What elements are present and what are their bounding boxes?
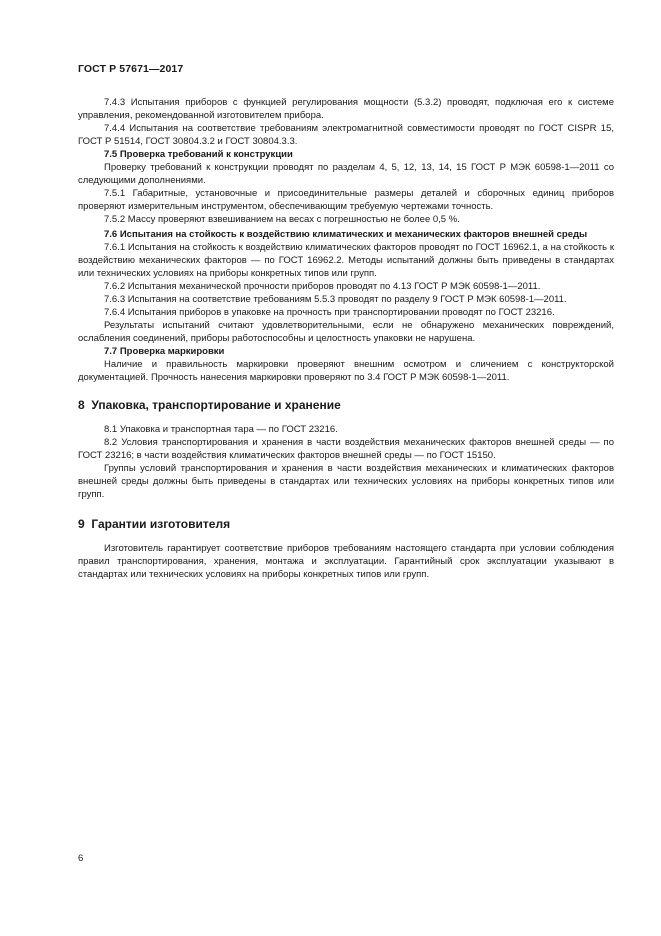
heading-7-7: 7.7 Проверка маркировки <box>104 346 225 357</box>
clause-7-5-1: 7.5.1 Габаритные, установочные и присоединительные размеры деталей и сборочных единиц приборов проверяют измерительным инструментом, обеспечивающим требуемую чертежами точность. <box>78 188 614 212</box>
clause-7-6-results: Результаты испытаний считают удовлетворительными, если не обнаружено механических повреждений, ослабления соединений, приборы работоспособны и целостность упаковки не нарушена. <box>78 320 614 344</box>
section-9-heading <box>78 517 614 532</box>
page-number: 6 <box>78 853 84 864</box>
document-body <box>78 96 614 581</box>
clause-8-1: 8.1 Упаковка и транспортная тара — по ГОСТ 23216. <box>104 424 338 435</box>
section-8-title: Упаковка, транспортирование и хранение <box>91 398 341 412</box>
section-9-title: Гарантии изготовителя <box>91 517 231 531</box>
clause-8-2: 8.2 Условия транспортирования и хранения в части воздействия механических факторов внешней среды — по ГОСТ 23216; в части воздействия климатических факторов внешней среды — по ГОСТ 15150. <box>78 437 614 461</box>
clause-8-3: Группы условий транспортирования и хранения в части воздействия механических и климатических факторов внешней среды должны быть приведены в стандартах или технических условиях на приборы конкретных типов или групп. <box>78 463 614 500</box>
section-8-heading <box>78 398 614 413</box>
clause-7-5-2: 7.5.2 Массу проверяют взвешиванием на весах с погрешностью не более 0,5 %. <box>104 214 460 225</box>
clause-7-6-2: 7.6.2 Испытания механической прочности приборов проводят по 4.13 ГОСТ Р МЭК 60598-1—2011. <box>104 281 541 292</box>
heading-7-5: 7.5 Проверка требований к конструкции <box>104 149 293 160</box>
heading-7-6: 7.6 Испытания на стойкость к воздействию климатических и механических факторов внешней среды <box>104 229 588 240</box>
section-9-number: 9 <box>78 517 85 531</box>
clause-7-5-intro: Проверку требований к конструкции проводят по разделам 4, 5, 12, 13, 14, 15 ГОСТ Р МЭК 60598-1—2011 со следующими дополнениями. <box>78 162 614 186</box>
document-header: ГОСТ Р 57671—2017 <box>78 63 184 75</box>
clause-7-7-text: Наличие и правильность маркировки проверяют внешним осмотром и сличением с конструкторской документацией. Прочность нанесения маркировки проверяют по 3.4 ГОСТ Р МЭК 60598-1—2011. <box>78 359 614 383</box>
clause-9-text: Изготовитель гарантирует соответствие приборов требованиям настоящего стандарта при условии соблюдения правил транспортирования, хранения, монтажа и эксплуатации. Гарантийный срок эксплуатации указывают в стандартах или технических условиях на приборы конкретных типов или групп. <box>78 543 614 580</box>
clause-7-4-3: 7.4.3 Испытания приборов с функцией регулирования мощности (5.3.2) проводят, подключая его к системе управления, рекомендованной изготовителем прибора. <box>78 97 614 121</box>
clause-7-6-1: 7.6.1 Испытания на стойкость к воздействию климатических факторов проводят по ГОСТ 16962.1, а на стойкость к воздействию механических факторов — по ГОСТ 16962.2. Методы испытаний должны быть приведены в стандартах или технических условиях на приборы конкретных типов или групп. <box>78 242 614 279</box>
clause-7-6-3: 7.6.3 Испытания на соответствие требованиям 5.5.3 проводят по разделу 9 ГОСТ Р МЭК 60598-1—2011. <box>104 294 567 305</box>
clause-7-4-4: 7.4.4 Испытания на соответствие требованиям электромагнитной совместимости проводят по ГОСТ CISPR 15, ГОСТ Р 51514, ГОСТ 30804.3.2 и ГОСТ 30804.3.3. <box>78 123 614 147</box>
section-8-number: 8 <box>78 398 85 412</box>
clause-7-6-4: 7.6.4 Испытания приборов в упаковке на прочность при транспортировании проводят по ГОСТ 23216. <box>104 307 555 318</box>
